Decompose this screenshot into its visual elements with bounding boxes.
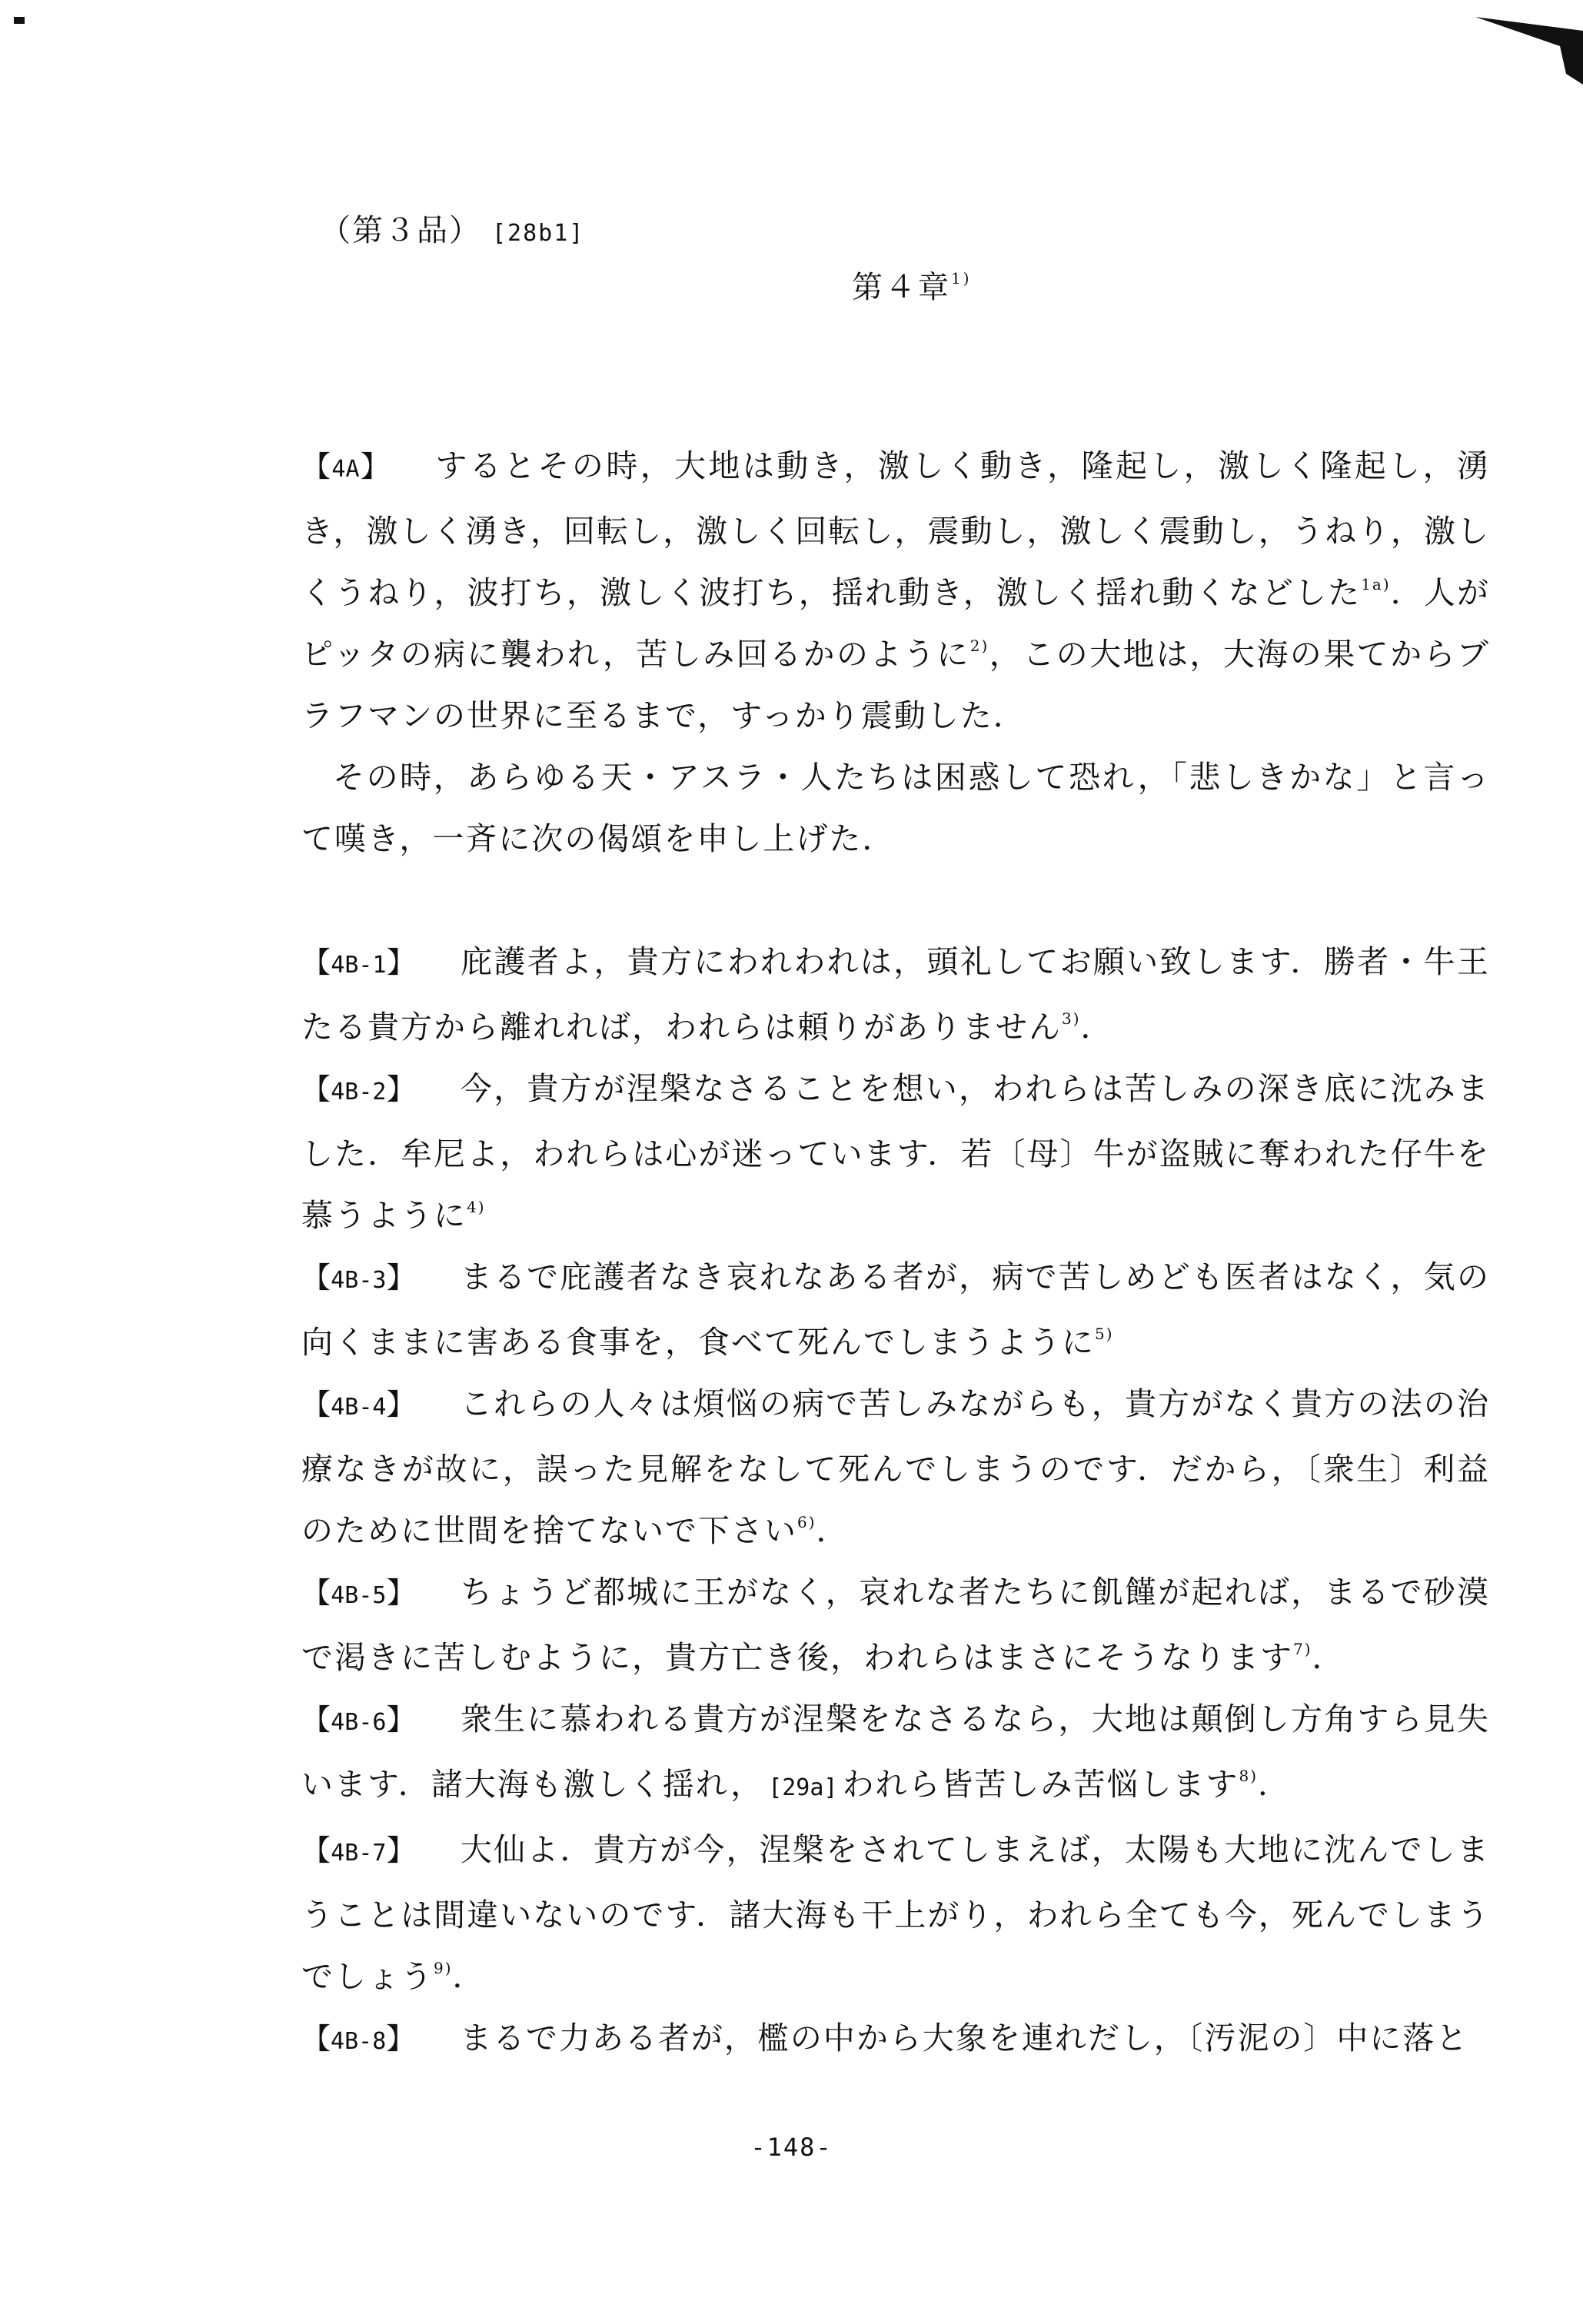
paragraph-text: ．: [452, 1958, 486, 1995]
paragraph-text: ．: [1258, 1766, 1292, 1803]
footnote-marker: 2): [969, 637, 989, 655]
header-line: [320, 206, 584, 250]
paragraph-text: これらの人々は煩悩の病で苦しみながらも，貴方がなく貴方の法の治療なきが故に，誤った見解をなして死んでしまうのです．だから，〔衆生〕利益のために世間を捨てないで下さい: [301, 1385, 1490, 1549]
paragraph-4B-6: 【4B-6】 衆生に慕われる貴方が涅槃をなさるなら，大地は顛倒し方角すら見失います．諸大海も激しく揺れ， [29a] われら皆苦しみ苦悩します$^{8)}$．: [301, 1701, 1490, 1803]
footnote-marker: 6): [797, 1513, 816, 1531]
paragraph-4A-continued: [301, 746, 1490, 869]
paragraph-text: 庇護者よ，貴方にわれわれは，頭礼してお願い致します．勝者・牛王たる貴方から離れれば，われらは頼りがありません: [301, 943, 1490, 1046]
paragraph-text: するとその時，大地は動き，激しく動き，隆起し，激しく隆起し，湧き，激しく湧き，回転し，激しく回転し，震動し，激しく震動し，うねり，激しくうねり，波打ち，激しく波打ち，揺れ動き，激しく揺れ動くなどした: [301, 447, 1490, 611]
page-number: -148-: [750, 2133, 833, 2162]
section-label: （第３品）: [320, 213, 481, 248]
paragraph-4B-3: 【4B-3】 まるで庇護者なき哀れなある者が，病で苦しめども医者はなく，気の向くままに害ある食事を，食べて死んでしまうように$^{5)}$: [301, 1258, 1490, 1361]
paragraph-gap: [301, 869, 1490, 931]
paragraph-4B-5: 【4B-5】 ちょうど都城に王がなく，哀れな者たちに飢饉が起れば，まるで砂漠で渇きに苦しむように，貴方亡き後，われらはまさにそうなります$^{7)}$．: [301, 1574, 1490, 1676]
paragraph-text: 今，貴方が涅槃なさることを想い，われらは苦しみの深き底に沈みました．牟尼よ，われらは心が迷っています．若〔母〕牛が盗賊に奪われた仔牛を慕うように: [301, 1070, 1490, 1234]
paragraph-label: 4B-5: [331, 1582, 387, 1609]
paragraph-4B-4: 【4B-4】 これらの人々は煩悩の病で苦しみながらも，貴方がなく貴方の法の治療なきが故に，誤った見解をなして死んでしまうのです．だから，〔衆生〕利益のために世間を捨てないで下さい$^{6)}$．: [301, 1385, 1490, 1549]
paragraph-text: 衆生に慕われる貴方が涅槃をなさるなら，大地は顛倒し方角すら見失います．諸大海も激しく揺れ，: [301, 1701, 1490, 1803]
paragraph-4B-1: 【4B-1】 庇護者よ，貴方にわれわれは，頭礼してお願い致します．勝者・牛王たる貴方から離れれば，われらは頼りがありません$^{3)}$．: [301, 943, 1490, 1046]
footnote-marker: 1): [951, 269, 972, 288]
paragraph-text: 大仙よ．貴方が今，涅槃をされてしまえば，太陽も大地に沈んでしまうことは間違いないのです．諸大海も干上がり，われら全ても今，死んでしまうでしょう: [301, 1831, 1490, 1995]
paragraph-text: まるで庇護者なき哀れなある者が，病で苦しめども医者はなく，気の向くままに害ある食事を，食べて死んでしまうように: [301, 1258, 1490, 1361]
paragraph-label: 4A: [331, 456, 360, 483]
paragraph-text: ，この大地は，大海の果てからブラフマンの世界に至るまで，すっかり震動した．: [301, 636, 1490, 734]
paragraph-text: ．人がピッタの病に襲われ，苦しみ回るかのように: [301, 574, 1490, 673]
paragraph-text: われら皆苦しみ苦悩します: [842, 1766, 1239, 1803]
paragraph-label: 4B-1: [331, 952, 387, 979]
folio-reference: [28b1]: [492, 220, 585, 247]
footnote-marker: 7): [1293, 1640, 1312, 1658]
paragraph-4B-8: 【4B-8】 まるで力ある者が，檻の中から大象を連れだし，〔汚泥の〕中に落と: [301, 2020, 1469, 2056]
footnote-marker: 8): [1239, 1767, 1259, 1785]
scan-mark-top-left: [14, 17, 25, 24]
chapter-title: [852, 263, 972, 307]
paragraph-label: 4B-8: [331, 2028, 387, 2055]
paragraph-label: 4B-4: [331, 1394, 387, 1421]
paragraph-text: ．: [1312, 1639, 1345, 1676]
paragraph-4B-2: 【4B-2】 今，貴方が涅槃なさることを想い，われらは苦しみの深き底に沈みました．牟尼よ，われらは心が迷っています．若〔母〕牛が盗賊に奪われた仔牛を慕うように$^{4)}$: [301, 1070, 1490, 1234]
paragraph-text: ．: [816, 1512, 850, 1549]
paragraph-4A: 【4A】 するとその時，大地は動き，激しく動き，隆起し，激しく隆起し，湧き，激しく湧き，回転し，激しく回転し，震動し，激しく震動し，うねり，激しくうねり，波打ち，激しく波打ち，揺れ動き，激しく揺れ動くなどした$^{1a)}$．人がピッタの病に襲われ，苦しみ回るかのように$^{2)}$，この大地は，大海の果てからブラフマンの世界に至るまで，すっかり震動した．: [301, 447, 1490, 734]
footnote-marker: 4): [467, 1198, 486, 1216]
paragraph-label: 4B-6: [331, 1709, 387, 1736]
paragraph-text: ちょうど都城に王がなく，哀れな者たちに飢饉が起れば，まるで砂漠で渇きに苦しむように，貴方亡き後，われらはまさにそうなります: [301, 1574, 1490, 1676]
footnote-marker: 5): [1095, 1325, 1114, 1343]
footnote-marker: 3): [1062, 1009, 1081, 1028]
paragraph-4B-7: 【4B-7】 大仙よ．貴方が今，涅槃をされてしまえば，太陽も大地に沈んでしまうことは間違いないのです．諸大海も干上がり，われら全ても今，死んでしまうでしょう$^{9)}$．: [301, 1831, 1490, 1995]
footnote-marker: 9): [434, 1959, 453, 1977]
paragraph-label: 4B-3: [331, 1267, 387, 1294]
paragraph-text: ．: [1080, 1009, 1114, 1046]
body-text: [301, 435, 1490, 2073]
scan-mark-top-right: [1468, 0, 1583, 85]
folio-reference: [29a]: [768, 1774, 838, 1801]
paragraph-label: 4B-2: [331, 1079, 387, 1105]
paragraph-label: 4B-7: [331, 1840, 387, 1867]
paragraph-text: その時，あらゆる天・アスラ・人たちは困惑して恐れ，「悲しきかな」と言って嘆き，一斉に次の偈頌を申し上げた．: [301, 759, 1490, 857]
footnote-marker: 1a): [1361, 575, 1391, 593]
chapter-title-text: 第４章: [852, 270, 951, 305]
paragraph-text: まるで力ある者が，檻の中から大象を連れだし，〔汚泥の〕中に落と: [460, 2020, 1469, 2056]
